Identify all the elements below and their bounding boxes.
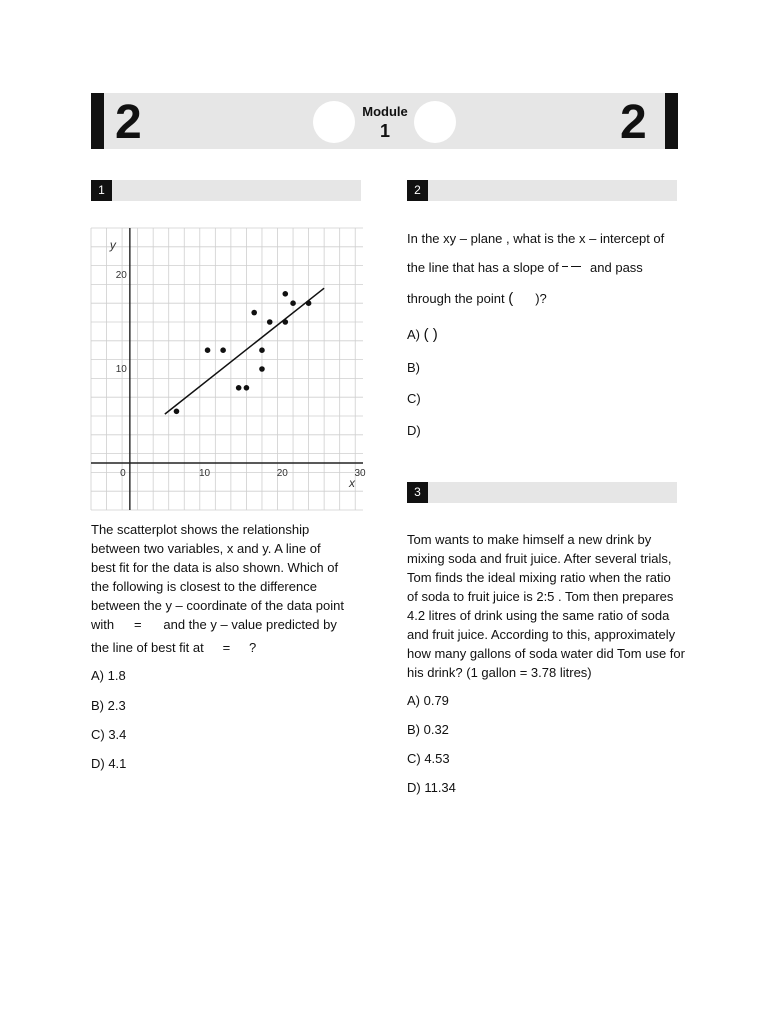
- question-1-prompt: [91, 520, 371, 615]
- question-3-prompt-line: and fruit juice. According to this, approximately: [407, 627, 676, 642]
- question-2-bar: [407, 180, 677, 201]
- question-2-line-3: through the point ( )?: [407, 290, 547, 307]
- question-3-number: 3: [407, 482, 428, 503]
- question-1-prompt-with-line: [91, 615, 371, 634]
- question-3-option-a[interactable]: A) 0.79: [407, 693, 449, 708]
- data-point: [205, 347, 211, 353]
- question-3-prompt-line: 4.2 litres of drink using the same ratio of soda: [407, 608, 670, 623]
- data-point: [306, 300, 312, 306]
- x-tick-label: 10: [199, 468, 211, 479]
- question-1-prompt-line: the following is closest to the difference: [91, 579, 317, 594]
- question-3-option-b[interactable]: B) 0.32: [407, 722, 449, 737]
- header-circle-right: [414, 101, 456, 143]
- prompt-last: the line of best fit at: [91, 640, 204, 655]
- question-3-prompt-line: of soda to fruit juice is 2:5 . Tom then prepares: [407, 589, 674, 604]
- question-1-prompt-line: The scatterplot shows the relationship: [91, 522, 310, 537]
- question-3-prompt-line: Tom wants to make himself a new drink by: [407, 532, 652, 547]
- header-left-bar: [91, 93, 104, 149]
- question-1-bar: [91, 180, 361, 201]
- data-point: [244, 385, 250, 391]
- question-3-prompt: [407, 530, 692, 682]
- question-2-option-d[interactable]: D): [407, 423, 421, 438]
- question-1-prompt-line: between the y – coordinate of the data point: [91, 598, 344, 613]
- x-tick-label: 0: [120, 468, 126, 479]
- question-2-option-b[interactable]: B): [407, 360, 420, 375]
- prompt-equals-1: =: [133, 617, 142, 632]
- question-2-option-c[interactable]: C): [407, 391, 421, 406]
- question-3-prompt-line: Tom finds the ideal mixing ratio when the ratio: [407, 570, 671, 585]
- question-1-number: 1: [91, 180, 112, 201]
- prompt-question-mark: ?: [248, 640, 257, 655]
- data-point: [174, 409, 180, 415]
- data-point: [282, 291, 288, 297]
- question-1-option-a[interactable]: A) 1.8: [91, 668, 126, 683]
- y-tick-label: 20: [115, 270, 127, 281]
- y-axis-label: y: [109, 238, 116, 252]
- question-1-prompt-last-line: [91, 638, 371, 657]
- question-3-prompt-line: mixing soda and fruit juice. After several trials,: [407, 551, 672, 566]
- question-2-line-1: In the xy – plane , what is the x – intercept of: [407, 231, 665, 246]
- data-point: [267, 319, 273, 325]
- section-number-left: 2: [115, 96, 142, 149]
- question-3-bar: [407, 482, 677, 503]
- section-number-right: 2: [620, 96, 647, 149]
- prompt-with: with: [91, 617, 115, 632]
- question-3-prompt-line: how many gallons of soda water did Tom use for: [407, 646, 685, 661]
- question-3-prompt-line: his drink? (1 gallon = 3.78 litres): [407, 665, 592, 680]
- prompt-mid: and the y – value predicted by: [163, 617, 337, 632]
- question-1-option-c[interactable]: C) 3.4: [91, 727, 127, 742]
- question-1-option-b[interactable]: B) 2.3: [91, 698, 126, 713]
- data-point: [236, 385, 242, 391]
- question-2-number: 2: [407, 180, 428, 201]
- data-point: [251, 310, 257, 316]
- scatterplot-chart: [91, 228, 366, 510]
- x-axis-label: x: [349, 476, 355, 490]
- question-2-line-2: the line that has a slope of and pass: [407, 258, 687, 277]
- y-tick-label: 10: [115, 364, 127, 375]
- fraction-placeholder: [562, 256, 586, 275]
- prompt-equals-2: =: [222, 640, 231, 655]
- question-2-option-a[interactable]: A) ( ): [407, 326, 438, 343]
- header-right-bar: [665, 93, 678, 149]
- module-label: Module: [362, 104, 408, 119]
- module-number: 1: [379, 121, 390, 141]
- header-circle-left: [313, 101, 355, 143]
- data-point: [282, 319, 288, 325]
- data-point: [290, 300, 296, 306]
- question-1-option-d[interactable]: D) 4.1: [91, 756, 127, 771]
- question-1-prompt-line: best fit for the data is also shown. Which of: [91, 560, 339, 575]
- x-tick-label: 30: [354, 468, 366, 479]
- line-of-best-fit: [165, 288, 324, 414]
- data-point: [259, 366, 265, 372]
- data-point: [259, 347, 265, 353]
- question-3-option-c[interactable]: C) 4.53: [407, 751, 450, 766]
- question-3-option-d[interactable]: D) 11.34: [407, 780, 456, 795]
- data-point: [220, 347, 226, 353]
- x-tick-label: 20: [276, 468, 288, 479]
- question-1-prompt-line: between two variables, x and y. A line of: [91, 541, 321, 556]
